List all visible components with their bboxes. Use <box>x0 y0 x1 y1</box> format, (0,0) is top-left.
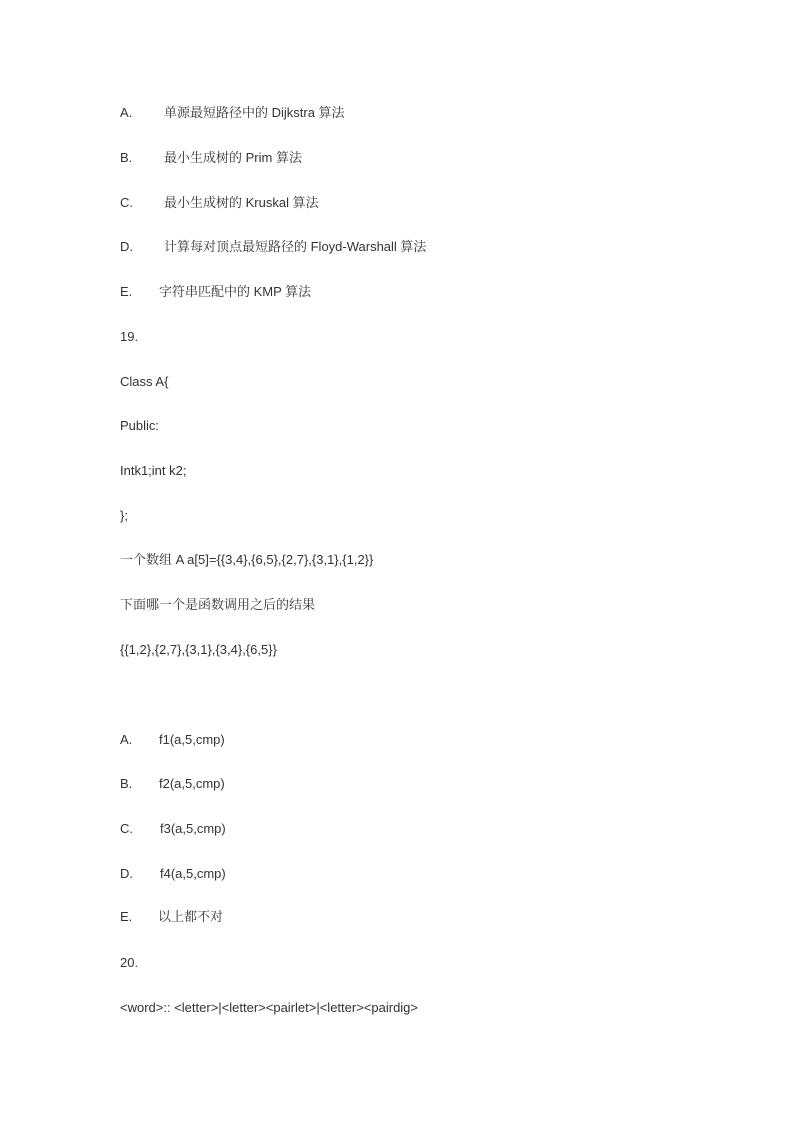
option-label: E. <box>120 909 133 924</box>
option-label: B. <box>120 150 133 165</box>
option-text: 最小生成树的 Kruskal 算法 <box>164 195 319 210</box>
option-label: D. <box>120 866 133 881</box>
option-label: C. <box>120 195 133 210</box>
q18-option-b <box>120 148 302 168</box>
q20-number: 20. <box>120 955 139 970</box>
q19-question-text: 下面哪一个是函数调用之后的结果 <box>120 597 316 612</box>
q19-option-b <box>120 774 225 794</box>
q19-code-line: }; <box>120 508 128 523</box>
option-label: D. <box>120 239 133 254</box>
option-text: 字符串匹配中的 KMP 算法 <box>159 284 312 299</box>
q20-grammar-rule: <word>:: <letter>|<letter><pairlet>|<letter><pairdig> <box>120 1000 419 1015</box>
q19-number: 19. <box>120 329 139 344</box>
option-text: f2(a,5,cmp) <box>159 776 225 791</box>
option-text: 以上都不对 <box>158 909 224 924</box>
option-label: C. <box>120 821 133 836</box>
option-label: E. <box>120 284 133 299</box>
q19-code-line: Class A{ <box>120 374 169 389</box>
q18-option-a <box>120 103 345 123</box>
q19-option-e <box>120 907 223 927</box>
q19-option-d <box>120 864 226 884</box>
option-label: B. <box>120 776 133 791</box>
option-text: f4(a,5,cmp) <box>160 866 226 881</box>
q19-array-description: 一个数组 A a[5]={{3,4},{6,5},{2,7},{3,1},{1,2}} <box>120 552 374 567</box>
q18-option-e <box>120 282 311 302</box>
option-label: A. <box>120 105 133 120</box>
q19-option-c <box>120 819 226 839</box>
q19-option-a <box>120 730 225 750</box>
option-text: f1(a,5,cmp) <box>159 732 225 747</box>
q19-code-line: Intk1;int k2; <box>120 463 187 478</box>
q18-option-c <box>120 193 319 213</box>
option-text: 计算每对顶点最短路径的 Floyd-Warshall 算法 <box>164 239 427 254</box>
option-text: f3(a,5,cmp) <box>160 821 226 836</box>
q18-option-d <box>120 237 426 257</box>
option-text: 最小生成树的 Prim 算法 <box>164 150 302 165</box>
q19-result: {{1,2},{2,7},{3,1},{3,4},{6,5}} <box>120 642 277 657</box>
option-text: 单源最短路径中的 Dijkstra 算法 <box>164 105 345 120</box>
option-label: A. <box>120 732 133 747</box>
q19-code-line: Public: <box>120 418 160 433</box>
